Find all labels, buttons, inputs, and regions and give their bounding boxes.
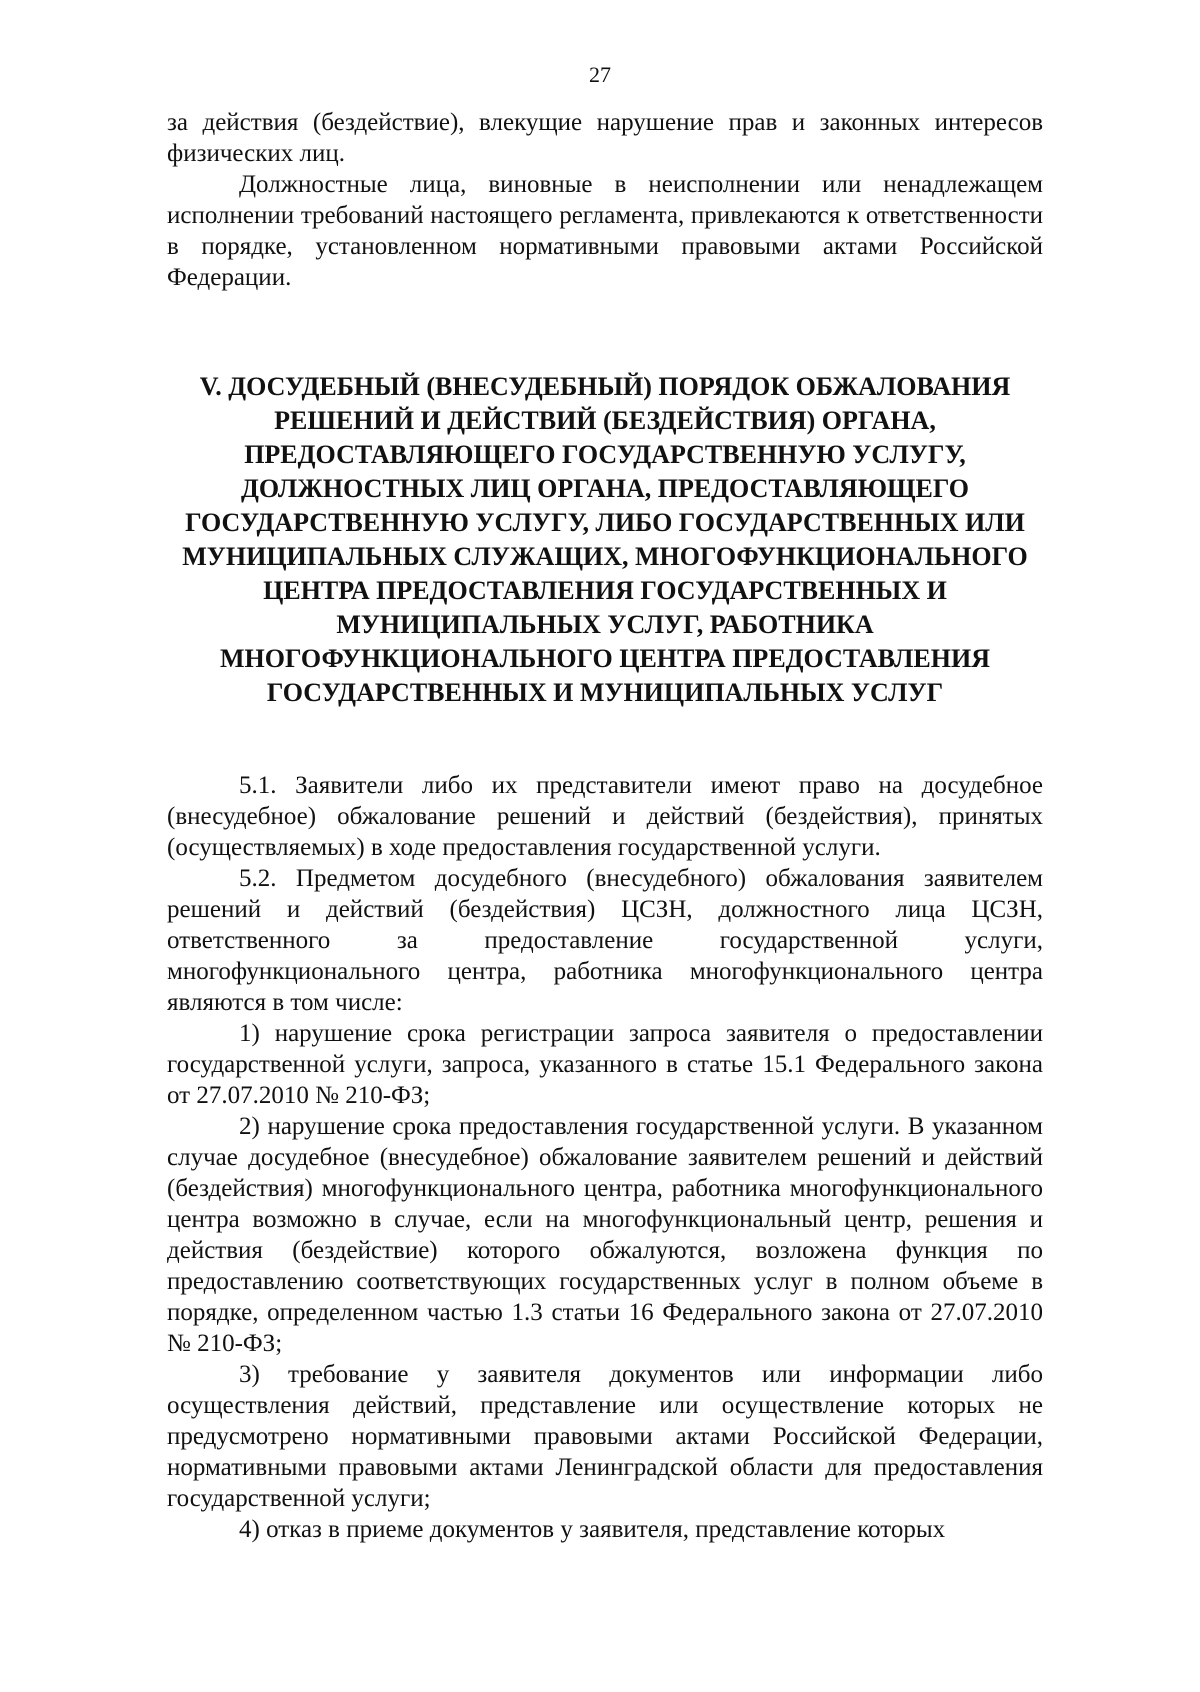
heading-line: ПРЕДОСТАВЛЯЮЩЕГО ГОСУДАРСТВЕННУЮ УСЛУГУ, [244, 440, 966, 469]
heading-line: ГОСУДАРСТВЕННУЮ УСЛУГУ, ЛИБО ГОСУДАРСТВЕННЫХ ИЛИ [185, 508, 1025, 537]
list-item: 2) нарушение срока предоставления государственной услуги. В указанном случае досудебное (внесудебное) обжалование заявителем решений и действий (бездействия) многофункционального центра, работника многофункционального центра возможно в случае, если на многофункциональный центр, решения и действия (бездействие) которого обжалуются, возложена функция по предоставлению соответствующих государственных услуг в полном объеме в порядке, определенном частью 1.3 статьи 16 Федерального закона от 27.07.2010 № 210-ФЗ; [167, 1113, 1043, 1357]
heading-line: ЦЕНТРА ПРЕДОСТАВЛЕНИЯ ГОСУДАРСТВЕННЫХ И [263, 576, 947, 605]
section-heading [150, 370, 1060, 710]
body-paragraph: 5.1. Заявители либо их представители имеют право на досудебное (внесудебное) обжалование решений и действий (бездействия), принятых (осуществляемых) в ходе предоставления государственной услуги. [167, 772, 1043, 861]
list-item: 3) требование у заявителя документов или информации либо осуществления действий, представление или осуществление которых не предусмотрено нормативными правовыми актами Российской Федерации, нормативными правовыми актами Ленинградской области для предоставления государственной услуги; [167, 1361, 1043, 1512]
heading-line: V. ДОСУДЕБНЫЙ (ВНЕСУДЕБНЫЙ) ПОРЯДОК ОБЖАЛОВАНИЯ [199, 372, 1011, 401]
page-number: 27 [589, 62, 611, 87]
intro-paragraph: за действия (бездействие), влекущие нарушение прав и законных интересов физических лиц. [167, 109, 1043, 167]
heading-line: МУНИЦИПАЛЬНЫХ УСЛУГ, РАБОТНИКА [336, 610, 874, 639]
intro-paragraph: Должностные лица, виновные в неисполнении или ненадлежащем исполнении требований настоящего регламента, привлекаются к ответственности в порядке, установленном нормативными правовыми актами Российской Федерации. [167, 171, 1043, 291]
heading-line: МУНИЦИПАЛЬНЫХ СЛУЖАЩИХ, МНОГОФУНКЦИОНАЛЬНОГО [182, 542, 1028, 571]
heading-line: МНОГОФУНКЦИОНАЛЬНОГО ЦЕНТРА ПРЕДОСТАВЛЕНИЯ [220, 644, 990, 673]
body-paragraph: 5.2. Предметом досудебного (внесудебного) обжалования заявителем решений и действий (бездействия) ЦСЗН, должностного лица ЦСЗН, ответственного за предоставление государственной услуги, многофункционального центра, работника многофункционального центра являются в том числе: [167, 865, 1043, 1016]
intro-section [167, 107, 1043, 293]
list-item: 1) нарушение срока регистрации запроса заявителя о предоставлении государственной услуги, запроса, указанного в статье 15.1 Федерального закона от 27.07.2010 № 210-ФЗ; [167, 1020, 1043, 1109]
heading-line: ГОСУДАРСТВЕННЫХ И МУНИЦИПАЛЬНЫХ УСЛУГ [266, 678, 944, 707]
heading-line: РЕШЕНИЙ И ДЕЙСТВИЙ (БЕЗДЕЙСТВИЯ) ОРГАНА, [274, 406, 936, 435]
heading-line: ДОЛЖНОСТНЫХ ЛИЦ ОРГАНА, ПРЕДОСТАВЛЯЮЩЕГО [241, 474, 969, 503]
list-item: 4) отказ в приеме документов у заявителя, представление которых [239, 1516, 946, 1543]
body-section [167, 770, 1043, 1545]
